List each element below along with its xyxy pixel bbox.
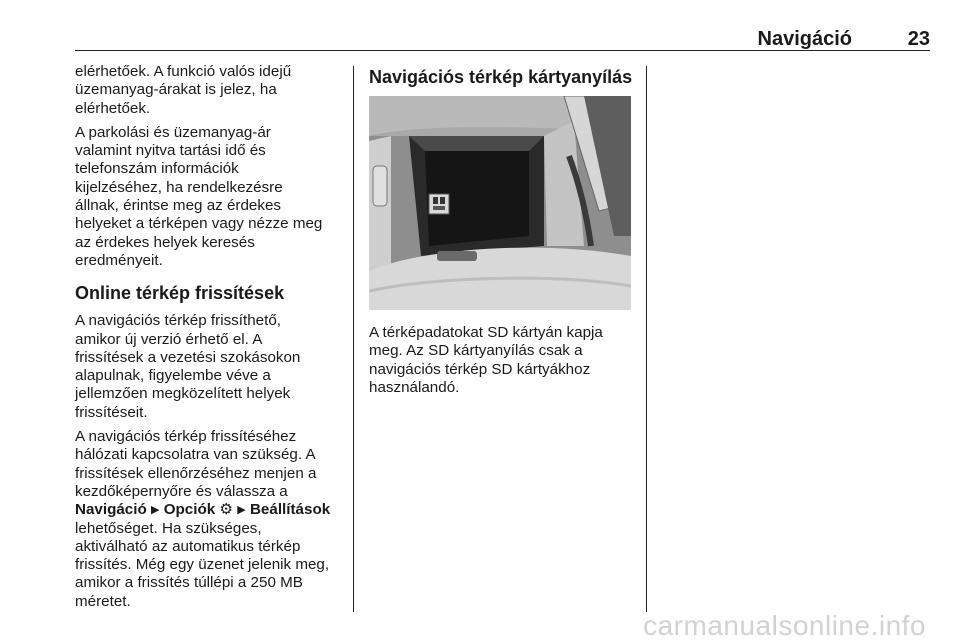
section-title: Navigáció: [757, 28, 852, 50]
header-rule: [75, 50, 930, 51]
intro-paragraph: elérhetőek. A funkció valós idejű üzemanyag-árakat is jelez, ha elérhetőek.: [75, 63, 292, 117]
menu-item-navigation: Navigáció: [75, 501, 147, 519]
menu-item-settings: Beállítások: [249, 501, 331, 519]
page-number: 23: [907, 28, 930, 50]
parking-paragraph: A parkolási és üzemanyag-ár valamint nyitva tartási idő és telefonszám információk kijelzéséhez, ha rendelkezésre állnak, érintse meg az érdekes helyeket a térképen vagy nézze meg az érdekes helyek keresés eredményeit.: [75, 123, 323, 269]
updates-paragraph: A navigációs térkép frissíthető, amikor új verzió érhető el. A frissítések a vezetési szokásokon alapulnak, figyelembe véve a jellemzően megközelített helyek frissítéseit.: [75, 312, 301, 421]
gear-icon: ⚙: [219, 501, 234, 519]
watermark: carmanualsonline.info: [643, 610, 926, 641]
left-column: [75, 63, 343, 617]
page-header: [75, 28, 930, 52]
column-divider-right: [646, 66, 647, 612]
sd-slot-heading: Navigációs térkép kártyanyílás: [369, 67, 633, 87]
column-divider-left: [353, 66, 354, 612]
triangle-right-icon: ▶: [237, 504, 246, 517]
right-column: [369, 63, 634, 403]
sd-slot-caption: A térképadatokat SD kártyán kapja meg. Az SD kártyanyílás csak a navigációs térkép SD kártyákhoz használandó.: [369, 324, 603, 396]
triangle-right-icon: ▶: [150, 504, 160, 517]
menu-path: [75, 501, 330, 518]
network-paragraph: A navigációs térkép frissítéséhez hálózati kapcsolatra van szükség. A frissítések ellenőrzéséhez menjen a kezdőképernyőre és válassza a Navigáció ▶ Opciók ⚙ ▶ Beállítások lehetőséget. Ha szükséges, aktiválható az automatikus térkép frissítés. Még egy üzenet jelenik meg, amikor a frissítés túllépi a 250 MB méretet.: [75, 428, 331, 610]
online-updates-heading: Online térkép frissítések: [75, 283, 285, 304]
menu-item-options: Opciók: [163, 501, 216, 519]
sd-card-slot-photo: [369, 96, 631, 310]
